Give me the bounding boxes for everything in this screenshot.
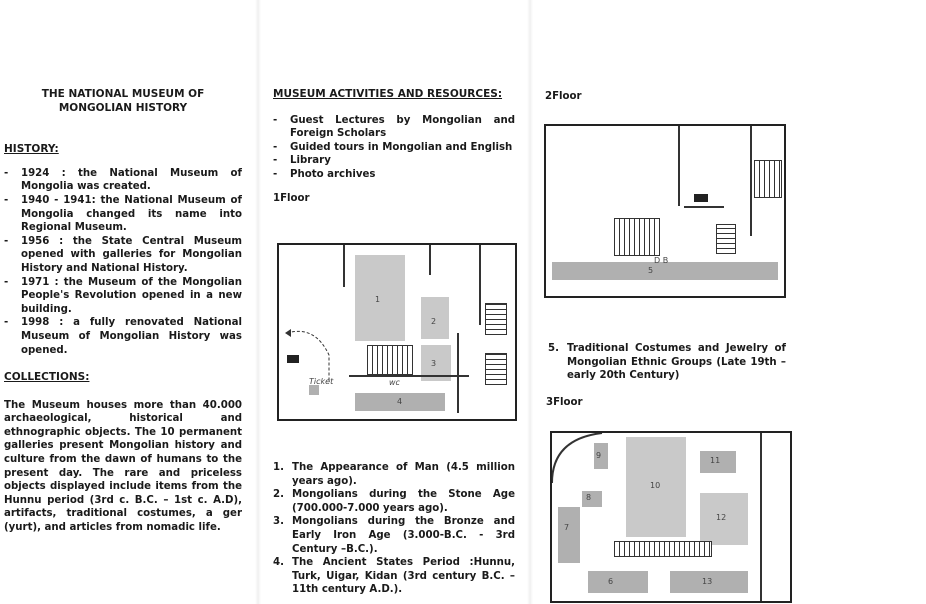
room-10: 10 bbox=[626, 437, 686, 537]
page-fold-left bbox=[255, 0, 261, 604]
room-4: 4 bbox=[355, 393, 445, 411]
collections-text: The Museum houses more than 40.000 archaeological, historical and ethnographic objects. The 10 permanent galleries present Mongolian history and culture from the dawn of humans to the present day. The rare and priceless objects displayed include items from the Hunnu period (3rd c. B.C. – 1st c. A.D), artifacts, traditional costumes, a ger (yurt), and articles from nomadic life. bbox=[4, 399, 242, 534]
stairs bbox=[716, 224, 736, 254]
room-13: 13 bbox=[670, 571, 748, 593]
stairs bbox=[754, 160, 782, 198]
room-5: 5 bbox=[552, 262, 778, 280]
list-item: - Library bbox=[273, 154, 515, 168]
stairs bbox=[614, 541, 712, 557]
list-item: - 1924 : the National Museum of Mongolia was created. bbox=[4, 167, 242, 194]
list-item: 4. The Ancient States Period :Hunnu, Turk, Uigar, Kidan (3rd century B.C. – 11th century A.D.). bbox=[273, 557, 515, 596]
page-fold-right bbox=[527, 0, 533, 604]
room-3: 3 bbox=[421, 345, 451, 381]
room-11: 11 bbox=[700, 451, 736, 473]
column-activities bbox=[273, 88, 515, 205]
camera-icon bbox=[287, 355, 299, 363]
column-floors bbox=[545, 90, 793, 104]
gallery-list-2 bbox=[548, 342, 786, 383]
column-history bbox=[4, 88, 242, 535]
room-1: 1 bbox=[355, 255, 405, 341]
ticket-booth bbox=[309, 385, 319, 395]
wc-label: wc bbox=[389, 378, 400, 387]
page-title: THE NATIONAL MUSEUM OF MONGOLIAN HISTORY bbox=[41, 88, 205, 114]
room-7: 7 bbox=[558, 507, 580, 563]
stairs bbox=[614, 218, 660, 256]
list-item: 2. Mongolians during the Stone Age (700.000-7.000 years ago). bbox=[273, 489, 515, 514]
list-item: 1. The Appearance of Man (4.5 million years ago). bbox=[273, 462, 515, 487]
list-item: 5. Traditional Costumes and Jewelry of Mongolian Ethnic Groups (Late 19th – early 20th Century) bbox=[548, 343, 786, 382]
floor3-plan bbox=[550, 431, 792, 603]
stairs bbox=[485, 303, 507, 335]
history-list bbox=[4, 167, 242, 357]
floor1-label: 1Floor bbox=[273, 192, 310, 204]
floor1-plan bbox=[277, 243, 517, 421]
list-item: - 1971 : the Museum of the Mongolian People's Revolution opened in a new building. bbox=[4, 276, 242, 317]
room-9: 9 bbox=[594, 443, 608, 469]
stairs bbox=[367, 345, 413, 375]
floor2-plan bbox=[544, 124, 786, 298]
stairs bbox=[485, 353, 507, 385]
list-item: 3. Mongolians during the Bronze and Early Iron Age (3.000-B.C. - 3rd Century –B.C.). bbox=[273, 516, 515, 555]
room-8: 8 bbox=[582, 491, 602, 507]
list-item: - Guest Lectures by Mongolian and Foreign Scholars bbox=[273, 114, 515, 141]
ticket-label: Ticket bbox=[309, 377, 334, 386]
history-heading: HISTORY: bbox=[4, 143, 59, 156]
list-item: - 1940 - 1941: the National Museum of Mongolia changed its name into Regional Museum. bbox=[4, 194, 242, 235]
activities-list bbox=[273, 114, 515, 182]
room-12: 12 bbox=[700, 493, 748, 545]
room-2: 2 bbox=[421, 297, 449, 339]
list-item: - 1998 : a fully renovated National Museum of Mongolian History was opened. bbox=[4, 316, 242, 357]
floor2-label: 2Floor bbox=[545, 91, 582, 102]
collections-heading: COLLECTIONS: bbox=[4, 371, 90, 384]
camera-icon bbox=[694, 194, 708, 202]
list-item: - Photo archives bbox=[273, 168, 515, 182]
floor3-label: 3Floor bbox=[546, 397, 583, 408]
floor2-marks: D B bbox=[654, 256, 669, 265]
list-item: - 1956 : the State Central Museum opened with galleries for Mongolian History and National History. bbox=[4, 235, 242, 276]
list-item: - Guided tours in Mongolian and English bbox=[273, 141, 515, 155]
room-6: 6 bbox=[588, 571, 648, 593]
activities-heading: MUSEUM ACTIVITIES AND RESOURCES: bbox=[273, 88, 503, 100]
gallery-list-1 bbox=[273, 461, 515, 597]
